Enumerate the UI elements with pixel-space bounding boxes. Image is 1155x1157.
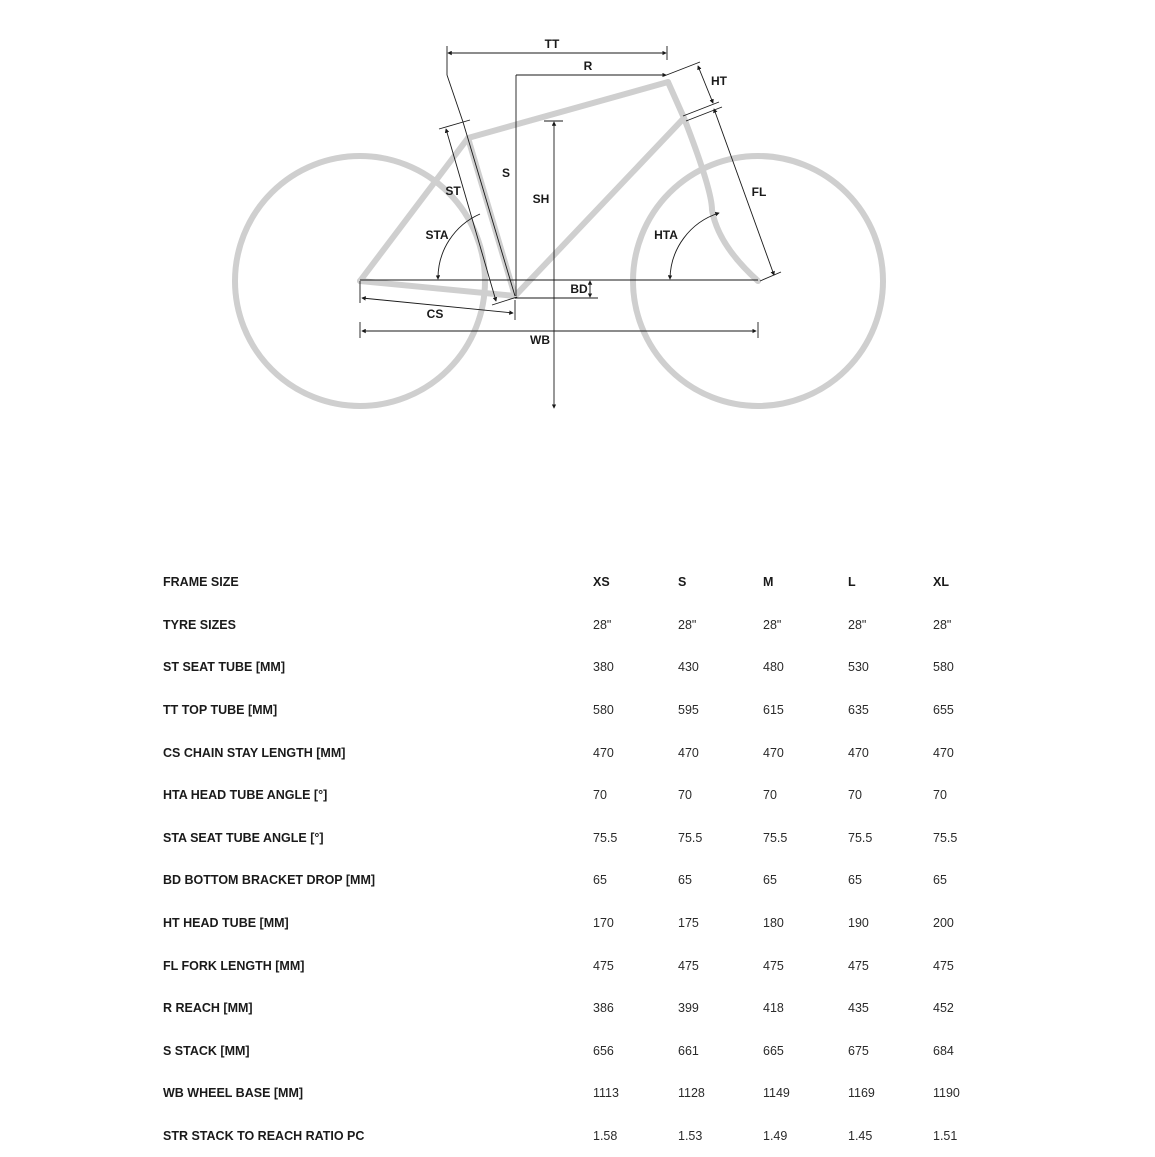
row-label: CS CHAIN STAY LENGTH [MM] [163, 745, 346, 760]
table-cell: 470 [763, 745, 784, 760]
table-cell: 28" [933, 617, 952, 632]
label-r: R [583, 59, 593, 74]
table-cell: 656 [593, 1043, 614, 1058]
table-cell: 1.45 [848, 1129, 873, 1144]
table-cell: 418 [763, 1001, 784, 1016]
table-cell: 470 [593, 745, 614, 760]
row-label: BD BOTTOM BRACKET DROP [MM] [163, 873, 376, 888]
bike-geometry-diagram [0, 0, 1155, 430]
table-cell: 661 [678, 1043, 699, 1058]
label-ht: HT [711, 74, 727, 89]
table-cell: 1.51 [933, 1129, 958, 1144]
table-cell: 1.49 [763, 1129, 788, 1144]
label-bd: BD [570, 282, 588, 297]
row-label: ST SEAT TUBE [MM] [163, 660, 285, 675]
label-hta: HTA [654, 228, 678, 243]
table-row [163, 944, 983, 987]
table-cell: 470 [848, 745, 869, 760]
table-row [163, 646, 983, 689]
table-cell: 75.5 [848, 830, 873, 845]
table-cell: 1.58 [593, 1129, 618, 1144]
table-cell: 75.5 [678, 830, 703, 845]
table-row [163, 1072, 983, 1115]
table-cell: 470 [933, 745, 954, 760]
table-cell: 1149 [763, 1086, 790, 1101]
table-cell: 475 [763, 958, 784, 973]
table-cell: 70 [763, 788, 777, 803]
table-cell: 475 [933, 958, 954, 973]
row-label: HTA HEAD TUBE ANGLE [°] [163, 788, 328, 803]
label-cs: CS [426, 307, 444, 322]
table-cell: 399 [678, 1001, 699, 1016]
table-row [163, 987, 983, 1030]
table-cell: 75.5 [593, 830, 618, 845]
table-cell: 65 [848, 873, 862, 888]
table-cell: 70 [678, 788, 692, 803]
table-cell: 1113 [593, 1086, 619, 1101]
label-st: ST [445, 184, 461, 199]
table-cell: 475 [593, 958, 614, 973]
table-row [163, 731, 983, 774]
table-cell: 475 [678, 958, 699, 973]
geometry-table [163, 561, 983, 1157]
table-cell: 470 [678, 745, 699, 760]
table-cell: 65 [763, 873, 777, 888]
table-cell: 75.5 [933, 830, 958, 845]
size-header-xs: XS [593, 575, 610, 590]
table-row [163, 859, 983, 902]
table-cell: 70 [593, 788, 607, 803]
row-label: WB WHEEL BASE [MM] [163, 1086, 304, 1101]
size-header-m: M [763, 575, 774, 590]
label-tt: TT [544, 37, 560, 52]
table-cell: 65 [933, 873, 947, 888]
table-cell: 655 [933, 703, 954, 718]
label-sh: SH [532, 192, 550, 207]
table-cell: 684 [933, 1043, 954, 1058]
table-cell: 480 [763, 660, 784, 675]
table-cell: 580 [593, 703, 614, 718]
label-wb: WB [530, 333, 550, 348]
label-s: S [501, 166, 511, 181]
table-cell: 28" [848, 617, 867, 632]
row-label: TYRE SIZES [163, 617, 236, 632]
table-cell: 380 [593, 660, 614, 675]
table-cell: 75.5 [763, 830, 788, 845]
row-label: FL FORK LENGTH [MM] [163, 958, 305, 973]
table-cell: 635 [848, 703, 869, 718]
chain-stay [360, 281, 515, 296]
table-cell: 580 [933, 660, 954, 675]
label-sta: STA [425, 228, 449, 243]
table-cell: 1.53 [678, 1129, 703, 1144]
table-cell: 65 [593, 873, 607, 888]
top-tube [468, 82, 668, 138]
table-row [163, 689, 983, 732]
table-cell: 675 [848, 1043, 869, 1058]
table-cell: 530 [848, 660, 869, 675]
table-cell: 175 [678, 916, 699, 931]
table-cell: 190 [848, 916, 869, 931]
table-cell: 70 [933, 788, 947, 803]
table-cell: 386 [593, 1001, 614, 1016]
table-row [163, 1030, 983, 1073]
size-header-xl: XL [933, 575, 949, 590]
table-cell: 665 [763, 1043, 784, 1058]
table-cell: 200 [933, 916, 954, 931]
table-row [163, 817, 983, 860]
table-row [163, 902, 983, 945]
table-cell: 475 [848, 958, 869, 973]
bike-frame [360, 82, 758, 296]
size-header-s: S [678, 575, 687, 590]
table-row [163, 774, 983, 817]
frame-size-header: FRAME SIZE [163, 575, 239, 590]
row-label: STA SEAT TUBE ANGLE [°] [163, 830, 324, 845]
table-cell: 28" [678, 617, 697, 632]
table-cell: 1128 [678, 1086, 705, 1101]
row-label: S STACK [MM] [163, 1043, 250, 1058]
table-cell: 595 [678, 703, 699, 718]
row-label: TT TOP TUBE [MM] [163, 703, 278, 718]
row-label: R REACH [MM] [163, 1001, 253, 1016]
table-cell: 180 [763, 916, 784, 931]
table-cell: 28" [593, 617, 612, 632]
row-label: STR STACK TO REACH RATIO PC [163, 1129, 365, 1144]
hta-arc [670, 213, 719, 279]
table-row [163, 604, 983, 647]
table-cell: 1190 [933, 1086, 960, 1101]
size-header-l: L [848, 575, 856, 590]
table-cell: 430 [678, 660, 699, 675]
head-tube [668, 82, 684, 118]
table-cell: 615 [763, 703, 784, 718]
table-row [163, 1115, 983, 1157]
table-header-row [163, 561, 983, 604]
table-cell: 28" [763, 617, 782, 632]
table-cell: 452 [933, 1001, 954, 1016]
table-cell: 435 [848, 1001, 869, 1016]
row-label: HT HEAD TUBE [MM] [163, 916, 289, 931]
table-cell: 170 [593, 916, 614, 931]
label-fl: FL [751, 185, 767, 200]
table-cell: 1169 [848, 1086, 875, 1101]
table-cell: 65 [678, 873, 692, 888]
table-cell: 70 [848, 788, 862, 803]
